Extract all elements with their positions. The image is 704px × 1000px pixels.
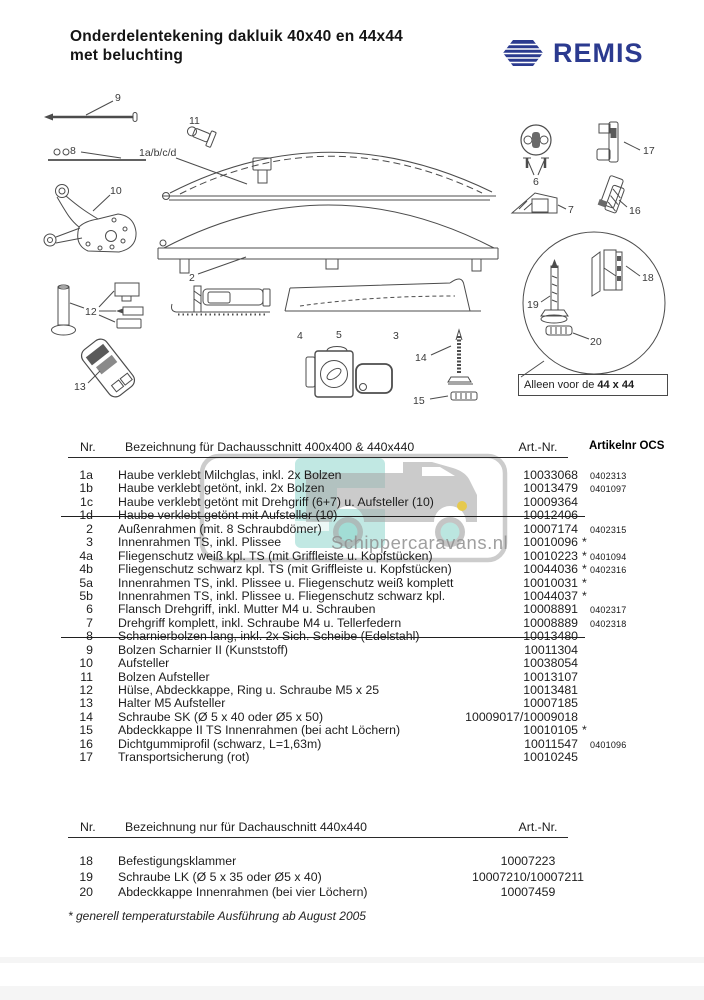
row-description: Bolzen Scharnier II (Kunststoff) [118, 642, 288, 657]
row-art-number: 10013480 [523, 629, 578, 644]
part-label: 16 [629, 205, 641, 217]
part-14-screw-drawing [431, 330, 473, 384]
row-description: Haube verklebt Milchglas, inkl. 2x Bolzen [118, 468, 342, 482]
row-number: 9 [86, 642, 93, 657]
row-art-number: 10010096 [523, 535, 578, 550]
part-label: 15 [413, 395, 425, 407]
part-label: 9 [115, 92, 121, 104]
column-header-art-nr: Art.-Nr. [508, 440, 568, 458]
row-number: 12 [79, 683, 93, 697]
watermark-text: Schippercaravans.nl [331, 532, 509, 553]
table-row [68, 885, 668, 901]
row-number: 13 [79, 696, 93, 711]
table2-header [68, 820, 668, 838]
row-description: Innenrahmen TS, inkl. Plissee u. Fliegenschutz weiß komplett [118, 575, 454, 590]
table-row [68, 684, 668, 697]
part-label: 12 [85, 306, 97, 318]
table1-rows [68, 469, 668, 765]
column-header-nr: Nr. [80, 820, 96, 834]
page-title-line2: met beluchting [70, 47, 184, 64]
row-description: Schraube SK (Ø 5 x 40 oder Ø5 x 50) [118, 709, 324, 724]
part-13-holder-drawing [78, 336, 137, 400]
row-number: 5a [79, 575, 93, 590]
row-description: Innenrahmen TS, inkl. Plissee u. Fliegenschutz schwarz kpl. [118, 588, 446, 603]
row-number: 11 [80, 669, 93, 684]
row-art-number: 10011304 [524, 642, 578, 657]
row-description: Abdeckkappe Innenrahmen (bei vier Löchern) [118, 885, 368, 899]
row-ocs-number: 0402316 [590, 565, 627, 576]
part-15-cap-drawing [430, 392, 477, 400]
row-art-number: 10008889 [523, 615, 578, 630]
part-label: 17 [643, 145, 655, 157]
row-asterisk: * [582, 575, 587, 590]
table-row [68, 644, 668, 657]
table-row [68, 711, 668, 724]
brand-name: REMIS [553, 37, 644, 68]
table-row [68, 671, 668, 684]
row-description: Befestigungsklammer [118, 854, 237, 868]
row-number: 8 [86, 629, 93, 644]
row-number: 1a [79, 468, 93, 482]
table1-header-left [68, 440, 508, 458]
table-row [68, 536, 668, 549]
row-art-number: 10009364 [523, 494, 578, 509]
row-art-number: 10007210/10007211 [472, 869, 584, 884]
row-art-number: 10010105 [523, 723, 578, 738]
row-description: Aufsteller [118, 656, 170, 671]
table-row [68, 854, 668, 870]
table-row [68, 563, 668, 576]
page-title-line1: Onderdelentekening dakluik 40x40 en 44x44 [70, 28, 403, 45]
frame-section-left-drawing [172, 286, 271, 315]
row-art-number: 10013481 [523, 683, 578, 697]
column-header-nr: Nr. [80, 440, 96, 454]
note-size: 44 x 44 [597, 379, 635, 391]
part-label: 2 [189, 272, 195, 284]
part-label: 5 [336, 329, 342, 341]
table-row [68, 617, 668, 630]
row-description: Fliegenschutz weiß kpl. TS (mit Griffleiste u. Kopfstücken) [118, 548, 433, 563]
row-description: Abdeckkappe II TS Innenrahmen (bei acht Löchern) [118, 723, 401, 738]
parts-table-440x440 [68, 820, 668, 901]
row-number: 15 [79, 723, 93, 738]
row-description: Dichtgummiprofil (schwarz, L=1,63m) [118, 736, 322, 751]
table-row [68, 724, 668, 737]
part-label: 8 [70, 145, 76, 157]
row-ocs-number: 0402315 [590, 524, 627, 535]
row-description: Flansch Drehgriff, inkl. Mutter M4 u. Schrauben [118, 602, 376, 617]
row-description: Haube verklebt getönt, inkl. 2x Bolzen [118, 481, 325, 496]
part-10-drawing [44, 185, 136, 253]
part-label: 19 [527, 299, 539, 311]
footnote: * generell temperaturstabile Ausführung ab August 2005 [68, 909, 366, 923]
table-row [68, 657, 668, 670]
row-description: Hülse, Abdeckkappe, Ring u. Schraube M5 x 25 [118, 683, 380, 697]
row-description: Innenrahmen TS, inkl. Plissee [118, 535, 282, 550]
part-label: 13 [74, 381, 86, 393]
row-ocs-number: 0401096 [590, 739, 627, 750]
row-art-number: 10044036 [523, 562, 578, 577]
row-number: 10 [79, 656, 93, 671]
detail-circle-44x44 [521, 232, 665, 377]
row-asterisk: * [582, 588, 587, 603]
row-description: Scharnierbolzen lang, inkl. 2x Sich. Scheibe (Edelstahl) [118, 629, 420, 644]
row-description: Fliegenschutz schwarz kpl. TS (mit Griffleiste u. Kopfstücken) [118, 562, 452, 577]
row-number: 16 [79, 736, 93, 751]
row-art-number: 10007223 [500, 854, 556, 868]
note-prefix: Alleen voor de [524, 379, 598, 391]
row-number: 1b [79, 481, 93, 496]
row-description: Halter M5 Aufsteller [118, 696, 226, 711]
row-ocs-number: 0402318 [590, 618, 627, 629]
part-6-flange-drawing [521, 125, 551, 175]
outer-frame-drawing [158, 205, 498, 274]
row-number: 18 [79, 854, 93, 868]
hood-dome-drawing [162, 152, 496, 200]
table-row [68, 751, 668, 764]
row-art-number: 10011547 [524, 736, 578, 751]
row-art-number: 10013479 [523, 481, 578, 496]
part-9-drawing [44, 101, 137, 122]
column-header-description: Bezeichnung für Dachausschnitt 400x400 & 440x440 [125, 440, 415, 454]
row-number: 7 [86, 615, 93, 630]
row-ocs-number: 0401094 [590, 551, 627, 562]
row-art-number: 10044037 [523, 588, 578, 603]
table-row [68, 577, 668, 590]
row-art-number: 10007459 [500, 885, 556, 899]
row-description: Schraube LK (Ø 5 x 35 oder Ø5 x 40) [118, 869, 322, 884]
row-description: Haube verklebt getönt mit Drehgriff (6+7) u. Aufsteller (10) [118, 494, 434, 509]
part-label: 20 [590, 336, 602, 348]
row-asterisk: * [582, 723, 587, 738]
part-16-profile-drawing [597, 175, 627, 214]
table-row [68, 509, 668, 522]
row-ocs-number: 0402317 [590, 605, 627, 616]
note-only-44x44 [518, 374, 668, 396]
row-art-number: 10012406 [523, 508, 578, 523]
row-number: 20 [79, 885, 93, 899]
drive-mechanism-drawing [306, 347, 392, 398]
table-row [68, 523, 668, 536]
table1-header [68, 440, 668, 458]
table-row [68, 870, 668, 886]
table-row [68, 697, 668, 710]
table-row [68, 482, 668, 495]
row-description: Außenrahmen (mit. 8 Schraubdömer) [118, 521, 322, 536]
part-8-drawing [48, 149, 146, 160]
row-art-number: 10007174 [523, 521, 578, 536]
row-number: 19 [79, 869, 93, 884]
part-label: 1a/b/c/d [139, 147, 177, 159]
part-label: 18 [642, 272, 654, 284]
table2-rows [68, 854, 668, 901]
frame-section-right-drawing [285, 279, 481, 311]
table-row [68, 496, 668, 509]
row-description: Drehgriff komplett, inkl. Schraube M4 u. Tellerfedern [118, 615, 402, 630]
table-row [68, 590, 668, 603]
part-label: 11 [189, 115, 200, 127]
row-description: Bolzen Aufsteller [118, 669, 210, 684]
row-art-number: 10010031 [523, 575, 578, 590]
part-7-handle-drawing [512, 193, 566, 213]
row-art-number: 10009017/10009018 [465, 709, 578, 724]
part-20-cap-drawing [546, 326, 589, 339]
column-header-ocs: Artikelnr OCS [589, 440, 665, 452]
column-header-description: Bezeichnung nur für Dachauschnitt 440x440 [125, 820, 367, 834]
part-label: 4 [297, 330, 303, 342]
row-asterisk: * [582, 562, 587, 577]
part-label: 14 [415, 352, 427, 364]
parts-table-400x400 [68, 440, 668, 765]
row-number: 14 [79, 709, 93, 724]
table-row [68, 603, 668, 616]
part-label: 10 [110, 185, 122, 197]
row-asterisk: * [582, 535, 587, 550]
row-number: 1c [80, 494, 93, 509]
row-art-number: 10007185 [523, 696, 578, 711]
table-row [68, 550, 668, 563]
table-row [68, 469, 668, 482]
row-asterisk: * [582, 548, 587, 563]
table2-header-left [68, 820, 508, 838]
part-label: 3 [393, 330, 399, 342]
part-17-bracket-drawing [597, 122, 640, 162]
table-row [68, 738, 668, 751]
row-art-number: 10038054 [523, 656, 578, 671]
row-number: 1d [79, 508, 93, 523]
row-ocs-number: 0402313 [590, 471, 627, 481]
part-19-screw-drawing [541, 259, 568, 323]
part-18-clamp-drawing [592, 250, 640, 296]
row-art-number: 10033068 [523, 468, 578, 482]
column-header-art-nr: Art.-Nr. [508, 820, 568, 838]
part-label: 7 [568, 204, 574, 216]
row-number: 2 [86, 521, 93, 536]
row-description: Haube verklebt getönt mit Aufsteller (10) [118, 508, 338, 523]
part-label: 6 [533, 176, 539, 188]
row-art-number: 10013107 [523, 669, 578, 684]
row-number: 3 [86, 535, 93, 550]
row-art-number: 10010245 [523, 750, 578, 765]
row-number: 17 [79, 750, 93, 765]
row-ocs-number: 0401097 [590, 484, 627, 495]
row-number: 4a [79, 548, 93, 563]
row-description: Transportsicherung (rot) [118, 750, 250, 765]
row-number: 6 [86, 602, 93, 617]
part-12-group-drawing [52, 283, 144, 335]
row-number: 5b [79, 588, 93, 603]
row-art-number: 10010223 [523, 548, 578, 563]
row-art-number: 10008891 [523, 602, 578, 617]
row-number: 4b [79, 562, 93, 577]
table-row [68, 630, 668, 643]
